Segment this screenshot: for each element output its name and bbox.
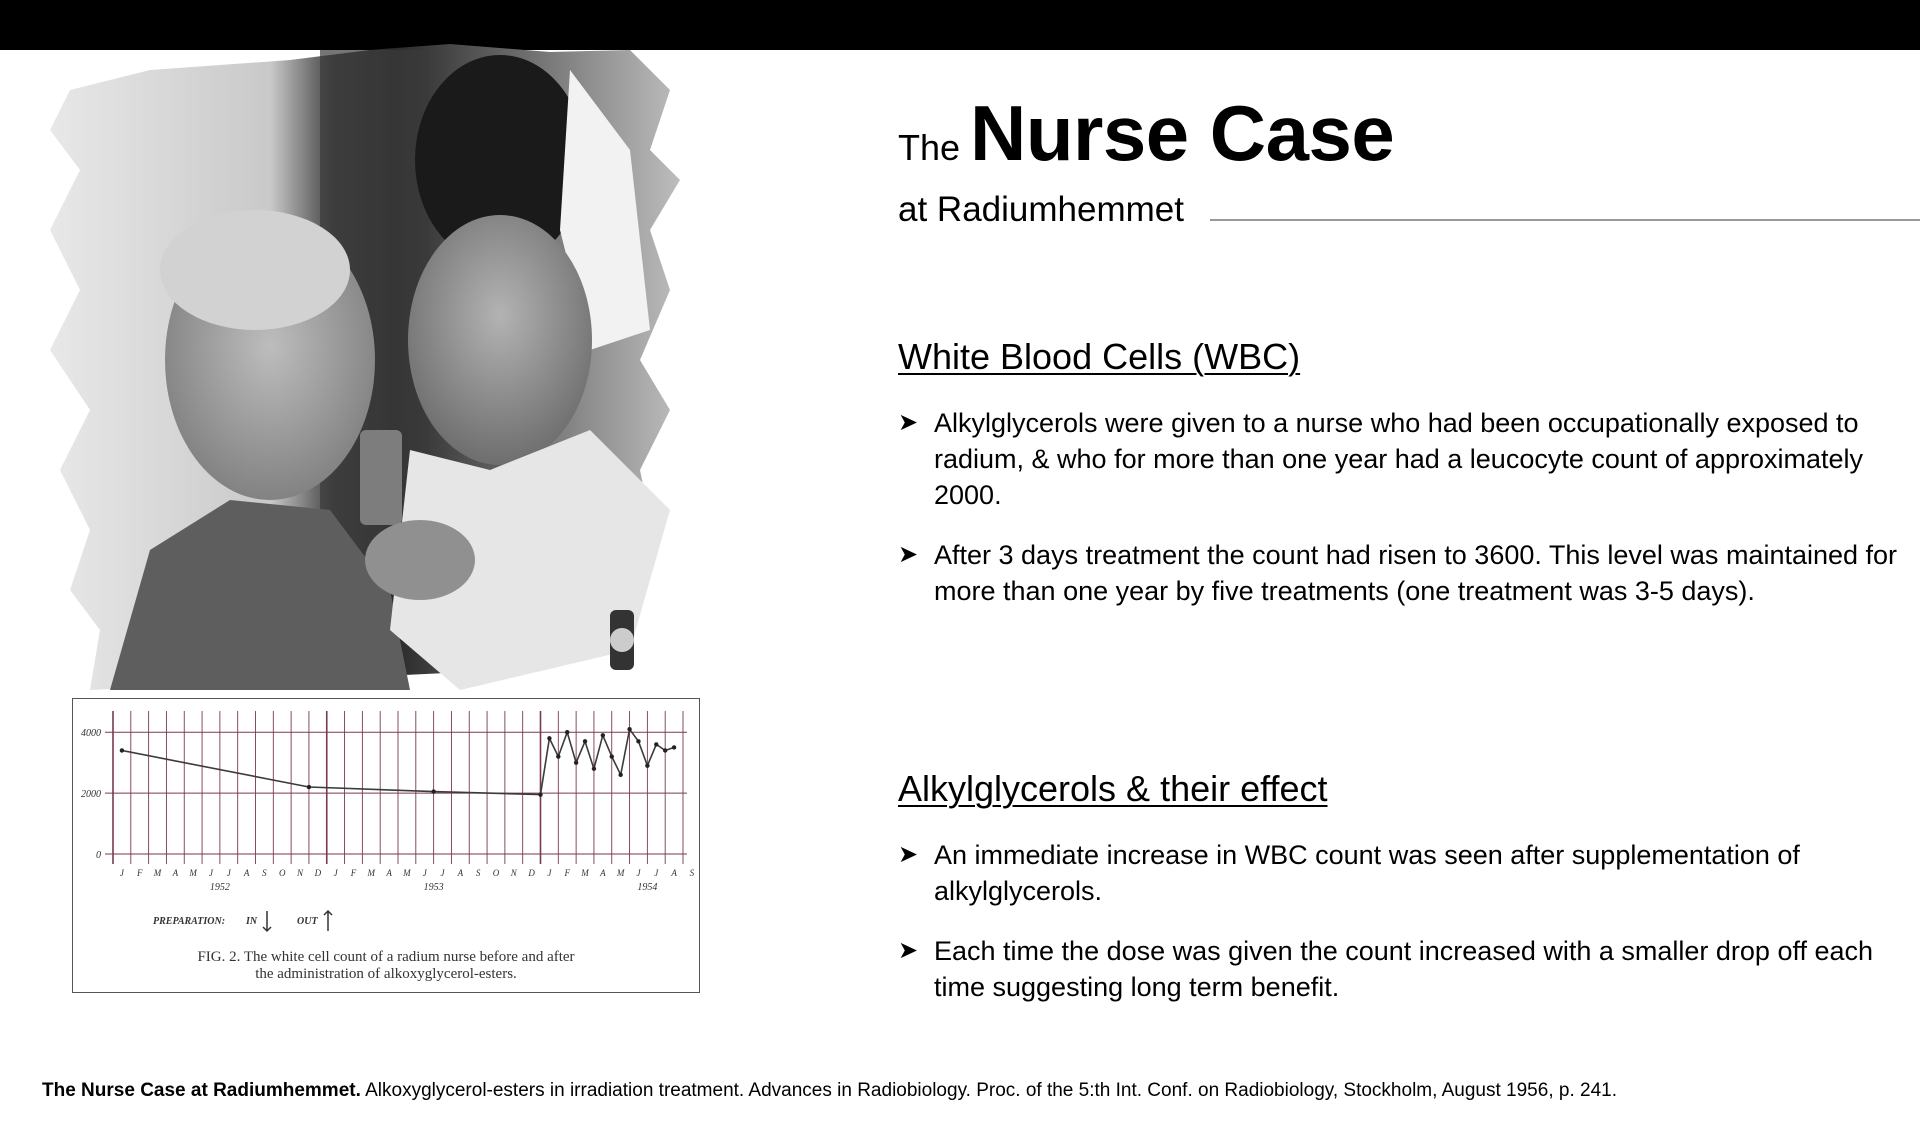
- x-axis-year-labels: [210, 882, 658, 893]
- arrowhead-bullet-icon: ➤: [898, 937, 919, 964]
- data-point: [431, 789, 435, 793]
- arrowhead-bullet-icon: ➤: [898, 841, 919, 868]
- month-tick-label: A: [386, 868, 392, 878]
- month-tick-label: D: [314, 868, 322, 878]
- data-point: [574, 760, 578, 764]
- data-point: [654, 742, 658, 746]
- nurse-patient-photo: [30, 30, 820, 710]
- month-tick-label: J: [636, 868, 641, 878]
- month-tick-label: S: [262, 868, 267, 878]
- month-tick-label: F: [350, 868, 357, 878]
- data-point: [592, 767, 596, 771]
- wbc-line-chart: [73, 699, 699, 992]
- month-tick-label: M: [367, 868, 376, 878]
- preparation-label: PREPARATION:: [153, 916, 226, 927]
- month-tick-label: O: [492, 868, 500, 878]
- data-point: [610, 754, 614, 758]
- month-tick-label: A: [172, 868, 179, 878]
- arrowhead-bullet-icon: ➤: [898, 541, 919, 568]
- bullet-item: [898, 537, 1898, 609]
- month-tick-label: J: [226, 868, 231, 878]
- wbc-chart-figure: [72, 698, 700, 993]
- month-tick-label: J: [208, 868, 213, 878]
- arrow-in-icon: [263, 911, 271, 931]
- data-point: [547, 736, 551, 740]
- month-tick-label: F: [564, 868, 570, 878]
- in-label: IN: [246, 916, 258, 927]
- month-tick-label: J: [440, 868, 445, 878]
- data-point: [538, 792, 542, 796]
- bullet-text: Each time the dose was given the count increased with a smaller drop off each time suggesting long term benefit.: [934, 936, 1874, 1002]
- y-tick-label: 0: [96, 850, 101, 861]
- slide-title: [898, 88, 1394, 179]
- section-heading-wbc: White Blood Cells (WBC): [898, 336, 1301, 377]
- data-point: [663, 748, 667, 752]
- bullet-text: Alkylglycerols were given to a nurse who had been occupationally exposed to radium, & who for more than one year had a leucocyte count of approximately 2000.: [934, 408, 1864, 510]
- footer-citation: [42, 1080, 1617, 1102]
- bullet-text: After 3 days treatment the count had risen to 3600. This level was maintained for more than one year by five treatments (one treatment was 3-5 days).: [934, 540, 1898, 606]
- subtitle-divider: [1210, 219, 1920, 221]
- arrowhead-bullet-icon: ➤: [898, 409, 919, 436]
- month-tick-label: J: [333, 868, 338, 878]
- figure-caption-line2: the administration of alkoxyglycerol-esters.: [255, 966, 517, 982]
- data-point: [636, 739, 640, 743]
- month-tick-label: J: [654, 868, 659, 878]
- month-tick-label: M: [581, 868, 589, 878]
- month-tick-label: J: [422, 868, 427, 878]
- month-tick-label: A: [243, 868, 250, 878]
- y-tick-label: 4000: [81, 728, 101, 740]
- month-tick-label: A: [600, 868, 606, 878]
- slide-subtitle-row: [898, 190, 1184, 230]
- data-point: [120, 748, 124, 752]
- y-tick-label: 2000: [81, 789, 101, 801]
- preparation-legend: [153, 911, 332, 931]
- figure-caption-line1: FIG. 2. The white cell count of a radium nurse before and after: [197, 949, 575, 965]
- data-point: [601, 733, 605, 737]
- data-point: [565, 730, 569, 734]
- data-point: [556, 754, 560, 758]
- y-axis-ticks: [81, 728, 101, 861]
- month-tick-label: M: [189, 868, 197, 878]
- bullet-item: [898, 837, 1898, 909]
- bullet-text: An immediate increase in WBC count was seen after supplementation of alkylglycerols.: [934, 840, 1800, 906]
- month-tick-label: M: [616, 868, 625, 878]
- year-tick-label: 1952: [209, 882, 230, 893]
- month-tick-label: N: [510, 868, 517, 878]
- data-point: [627, 727, 631, 731]
- x-axis-month-labels: [120, 868, 695, 878]
- data-point: [618, 773, 622, 777]
- month-tick-label: A: [671, 868, 677, 878]
- bullet-item: [898, 405, 1898, 513]
- month-tick-label: D: [528, 868, 535, 878]
- month-tick-label: N: [297, 868, 304, 878]
- month-tick-label: A: [457, 868, 464, 878]
- data-point: [307, 785, 311, 789]
- month-tick-label: M: [403, 868, 411, 878]
- month-tick-label: F: [136, 868, 143, 878]
- month-tick-label: S: [475, 868, 481, 878]
- wbc-bullet-list: [898, 405, 1898, 633]
- year-tick-label: 1954: [637, 882, 658, 893]
- month-tick-label: J: [547, 868, 552, 878]
- out-label: OUT: [297, 916, 318, 927]
- chart-grid: [105, 711, 687, 864]
- data-point: [672, 745, 676, 749]
- slide-subtitle: at Radiumhemmet: [898, 190, 1184, 229]
- bullet-item: [898, 933, 1898, 1005]
- footer-citation-title: The Nurse Case at Radiumhemmet.: [42, 1080, 361, 1101]
- title-prefix: The: [898, 127, 961, 168]
- year-tick-label: 1953: [423, 882, 444, 893]
- data-point: [645, 764, 649, 768]
- footer-citation-text: Alkoxyglycerol-esters in irradiation treatment. Advances in Radiobiology. Proc. of the 5:th Int. Conf. on Radiobiology, Stockholm, August 1956, p. 241.: [360, 1080, 1617, 1101]
- alkylglycerols-bullet-list: [898, 837, 1898, 1029]
- month-tick-label: S: [689, 868, 695, 878]
- section-heading-alkylglycerols: Alkylglycerols & their effect: [898, 768, 1328, 809]
- month-tick-label: O: [278, 868, 286, 878]
- arrow-out-icon: [324, 911, 332, 931]
- title-main: Nurse Case: [970, 89, 1395, 177]
- data-point: [583, 739, 587, 743]
- month-tick-label: M: [153, 868, 162, 878]
- month-tick-label: J: [119, 868, 124, 878]
